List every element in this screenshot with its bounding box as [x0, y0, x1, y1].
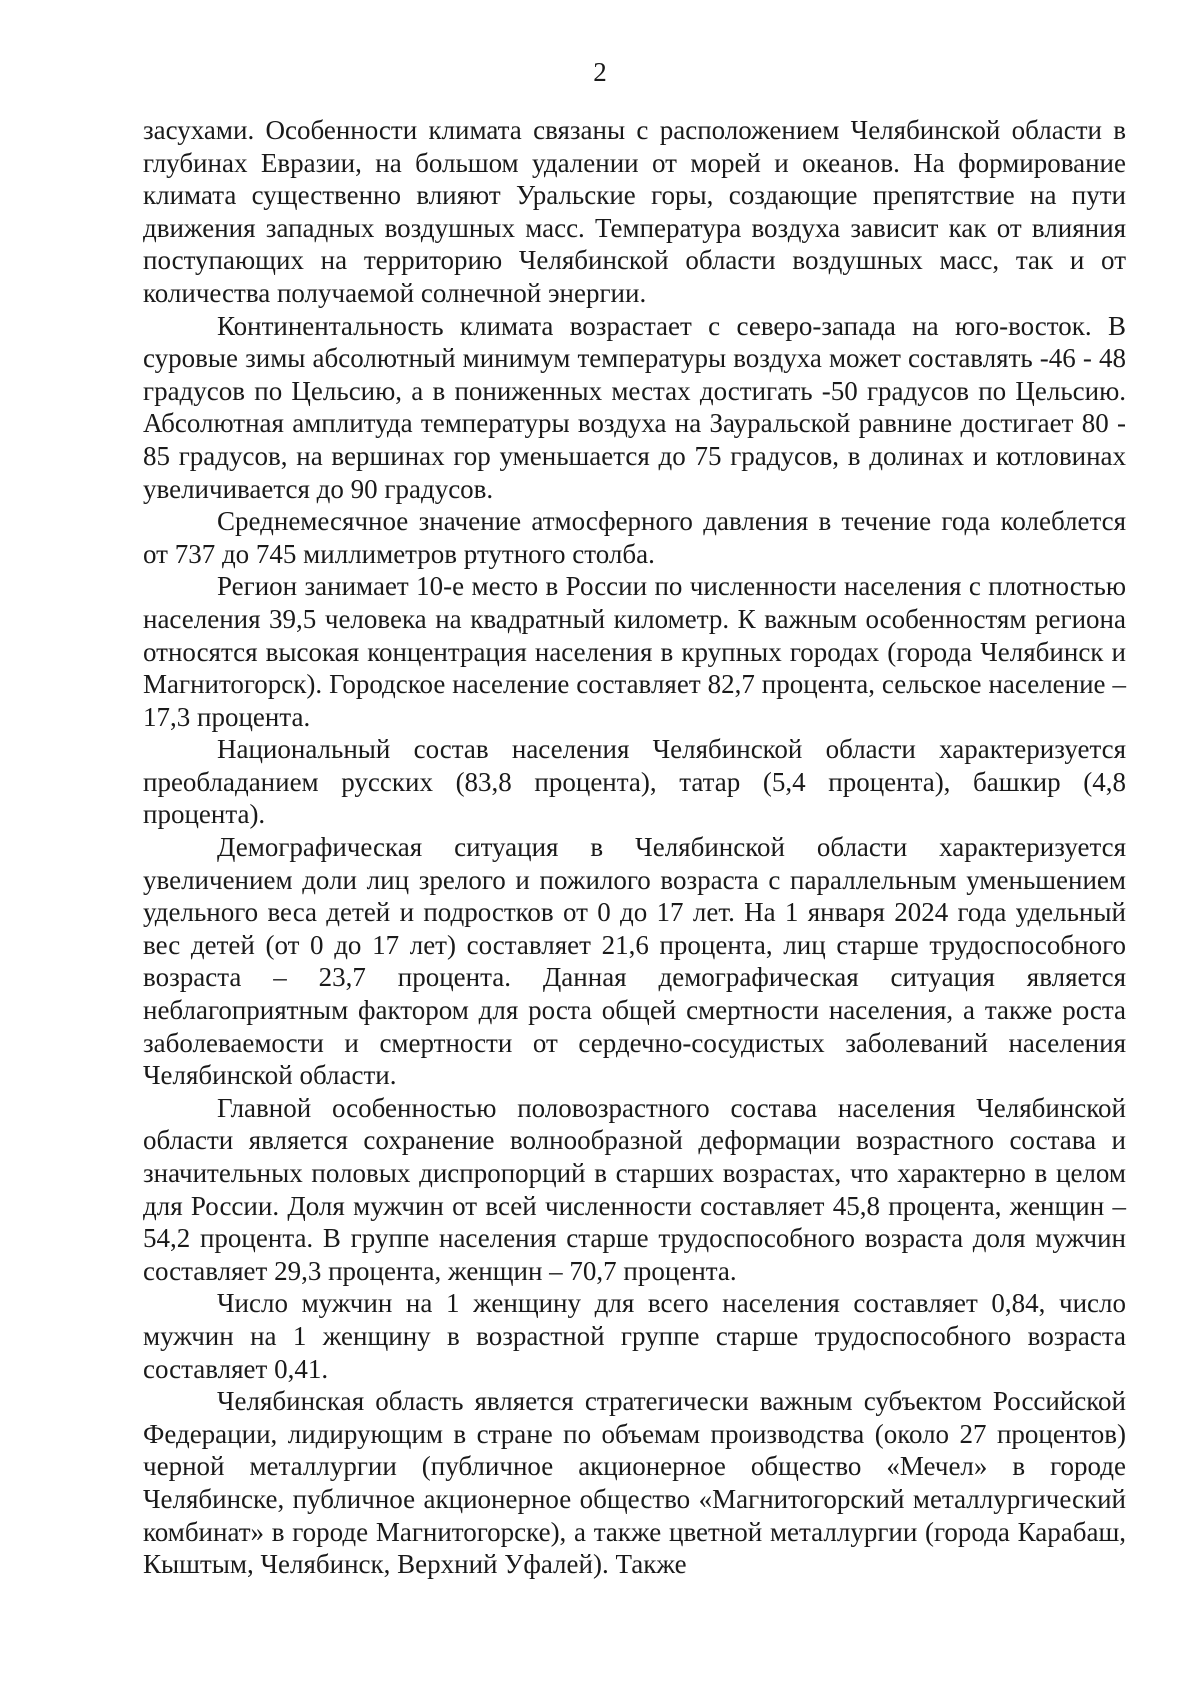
page-number: 2 [593, 57, 607, 87]
paragraph-national-composition: Национальный состав населения Челябинской области характеризуется преобладанием русских (83,8 процента), татар (5,4 процента), башкир (4,8 процента). [143, 734, 1126, 830]
paragraph-demographic-situation: Демографическая ситуация в Челябинской области характеризуется увеличением доли лиц зрелого и пожилого возраста с параллельным уменьшением удельного веса детей и подростков от 0 до 17 лет. На 1 января 2024 года удельный вес детей (от 0 до 17 лет) составляет 21,6 процента, лиц старше трудоспособного возраста – 23,7 процента. Данная демографическая ситуация является неблагоприятным фактором для роста общей смертности населения, а также роста заболеваемости и смертности от сердечно-сосудистых заболеваний населения Челябинской области. [143, 832, 1126, 1091]
paragraph-men-per-woman: Число мужчин на 1 женщину для всего населения составляет 0,84, число мужчин на 1 женщину в возрастной группе старше трудоспособного возраста составляет 0,41. [143, 1288, 1126, 1384]
paragraph-climate-features: засухами. Особенности климата связаны с расположением Челябинской области в глубинах Евразии, на большом удалении от морей и океанов. На формирование климата существенно влияют Уральские горы, создающие препятствие на пути движения западных воздушных масс. Температура воздуха зависит как от влияния поступающих на территорию Челябинской области воздушных масс, так и от количества получаемой солнечной энергии. [143, 115, 1126, 308]
paragraph-industry: Челябинская область является стратегически важным субъектом Российской Федерации, лидирующим в стране по объемам производства (около 27 процентов) черной металлургии (публичное акционерное общество «Мечел» в городе Челябинске, публичное акционерное общество «Магнитогорский металлургический комбинат» в городе Магнитогорске), а также цветной металлургии (города Карабаш, Кыштым, Челябинск, Верхний Уфалей). Также [143, 1386, 1126, 1580]
paragraph-gender-age-structure: Главной особенностью половозрастного состава населения Челябинской области является сохранение волнообразной деформации возрастного состава и значительных половых диспропорций в старших возрастах, что характерно в целом для России. Доля мужчин от всей численности составляет 45,8 процента, женщин – 54,2 процента. В группе населения старше трудоспособного возраста доля мужчин составляет 29,3 процента, женщин – 70,7 процента. [143, 1092, 1126, 1286]
paragraph-population-density: Регион занимает 10-е место в России по численности населения с плотностью населения 39,5 человека на квадратный километр. К важным особенностям региона относятся высокая концентрация населения в крупных городах (города Челябинск и Магнитогорск). Городское население составляет 82,7 процента, сельское население – 17,3 процента. [143, 571, 1126, 732]
paragraph-continentality: Континентальность климата возрастает с северо-запада на юго-восток. В суровые зимы абсолютный минимум температуры воздуха может составлять -46 - 48 градусов по Цельсию, а в пониженных местах достигать -50 градусов по Цельсию. Абсолютная амплитуда температуры воздуха на Зауральской равнине достигает 80 - 85 градусов, на вершинах гор уменьшается до 75 градусов, в долинах и котловинах увеличивается до 90 градусов. [143, 310, 1126, 504]
document-body [143, 114, 1126, 1581]
paragraph-atmospheric-pressure: Среднемесячное значение атмосферного давления в течение года колеблется от 737 до 745 миллиметров ртутного столба. [143, 506, 1126, 569]
